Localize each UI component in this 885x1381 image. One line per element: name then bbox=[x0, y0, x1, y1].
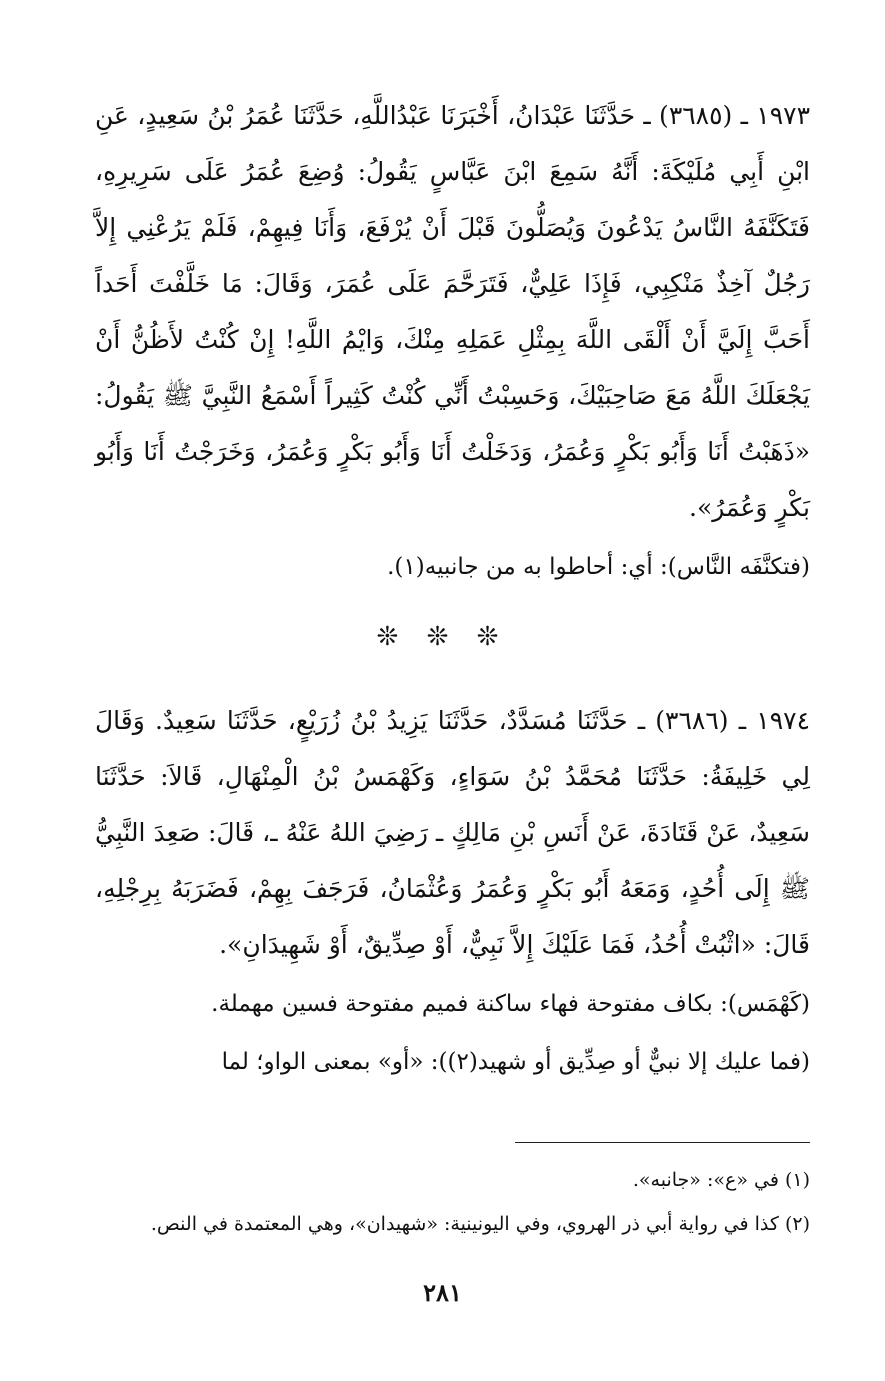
hadith-1974-section bbox=[95, 693, 810, 1091]
footnote-1: (١) في «ع»: «جانبه». bbox=[632, 1169, 810, 1191]
hadith-1973-text: ١٩٧٣ ـ (٣٦٨٥) ـ حَدَّثَنَا عَبْدَانُ، أَخْبَرَنَا عَبْدُاللَّهِ، حَدَّثَنَا عُمَرُ بْنُ سَعِيدٍ، عَنِ ابْنِ أَبِي مُلَيْكَةَ: أَنَّهُ سَمِعَ ابْنَ عَبَّاسٍ يَقُولُ: وُضِعَ عُمَرُ عَلَى سَرِيرِهِ، فَتَكَنَّفَهُ النَّاسُ يَدْعُونَ وَيُصَلُّونَ قَبْلَ أَنْ يُرْفَعَ، وَأَنَا فِيهِمْ، فَلَمْ يَرُعْنِي إِلاَّ رَجُلٌ آخِذٌ مَنْكِبِي، فَإِذَا عَلِيٌّ، فَتَرَحَّمَ عَلَى عُمَرَ، وَقَالَ: مَا خَلَّفْتَ أَحَداً أَحَبَّ إِلَيَّ أَنْ أَلْقَى اللَّهَ بِمِثْلِ عَمَلِهِ مِنْكَ، وَايْمُ اللَّهِ! إِنْ كُنْتُ لأَظُنُّ أَنْ يَجْعَلَكَ اللَّهُ مَعَ صَاحِبَيْكَ، وَحَسِبْتُ أَنِّي كُنْتُ كَثِيراً أَسْمَعُ النَّبِيَّ ﷺ يَقُولُ: «ذَهَبْتُ أَنَا وَأَبُو بَكْرٍ وَعُمَرُ، وَدَخَلْتُ أَنَا وَأَبُو بَكْرٍ وَعُمَرُ، وَخَرَجْتُ أَنَا وَأَبُو بَكْرٍ وَعُمَرُ». bbox=[95, 101, 810, 522]
footnotes bbox=[95, 1158, 810, 1246]
hadith-1974-text: ١٩٧٤ ـ (٣٦٨٦) ـ حَدَّثَنَا مُسَدَّدٌ، حَدَّثَنَا يَزِيدُ بْنُ زُرَيْعٍ، حَدَّثَنَا سَعِيدٌ. وَقَالَ لِي خَلِيفَةُ: حَدَّثَنَا مُحَمَّدُ بْنُ سَوَاءٍ، وَكَهْمَسُ بْنُ الْمِنْهَالِ، قَالاَ: حَدَّثَنَا سَعِيدٌ، عَنْ قَتَادَةَ، عَنْ أَنَسِ بْنِ مَالِكٍ ـ رَضِيَ اللهُ عَنْهُ ـ، قَالَ: صَعِدَ النَّبِيُّ ﷺ إِلَى أُحُدٍ، وَمَعَهُ أَبُو بَكْرٍ وَعُمَرُ وَعُثْمَانُ، فَرَجَفَ بِهِمْ، فَضَرَبَهُ بِرِجْلِهِ، قَالَ: «اثْبُتْ أُحُدُ، فَمَا عَلَيْكَ إِلاَّ نَبِيٌّ، أَوْ صِدِّيقٌ، أَوْ شَهِيدَانِ». bbox=[95, 706, 810, 959]
footnote-2: (٢) كذا في رواية أبي ذر الهروي، وفي اليونينية: «شهيدان»، وهي المعتمدة في النص. bbox=[150, 1213, 810, 1235]
hadith-1974-gloss-kahmas: (كَهْمَس): بكاف مفتوحة فهاء ساكنة فميم مفتوحة فسين مهملة. bbox=[211, 991, 810, 1017]
page-number: ٢٨١ bbox=[423, 1278, 462, 1307]
hadith-1974-gloss-shahid: (فما عليك إلا نبيٌّ أو صِدِّيق أو شهيد(٢)): «أو» بمعنى الواو؛ لما bbox=[221, 1049, 810, 1075]
section-separator: ❊ ❊ ❊ bbox=[376, 622, 509, 652]
hadith-1973-section bbox=[95, 88, 810, 596]
footnote-divider bbox=[515, 1142, 810, 1143]
hadith-1973-gloss: (فتكنَّفَه النَّاس): أي: أحاطوا به من جانبيه(١). bbox=[387, 554, 810, 580]
